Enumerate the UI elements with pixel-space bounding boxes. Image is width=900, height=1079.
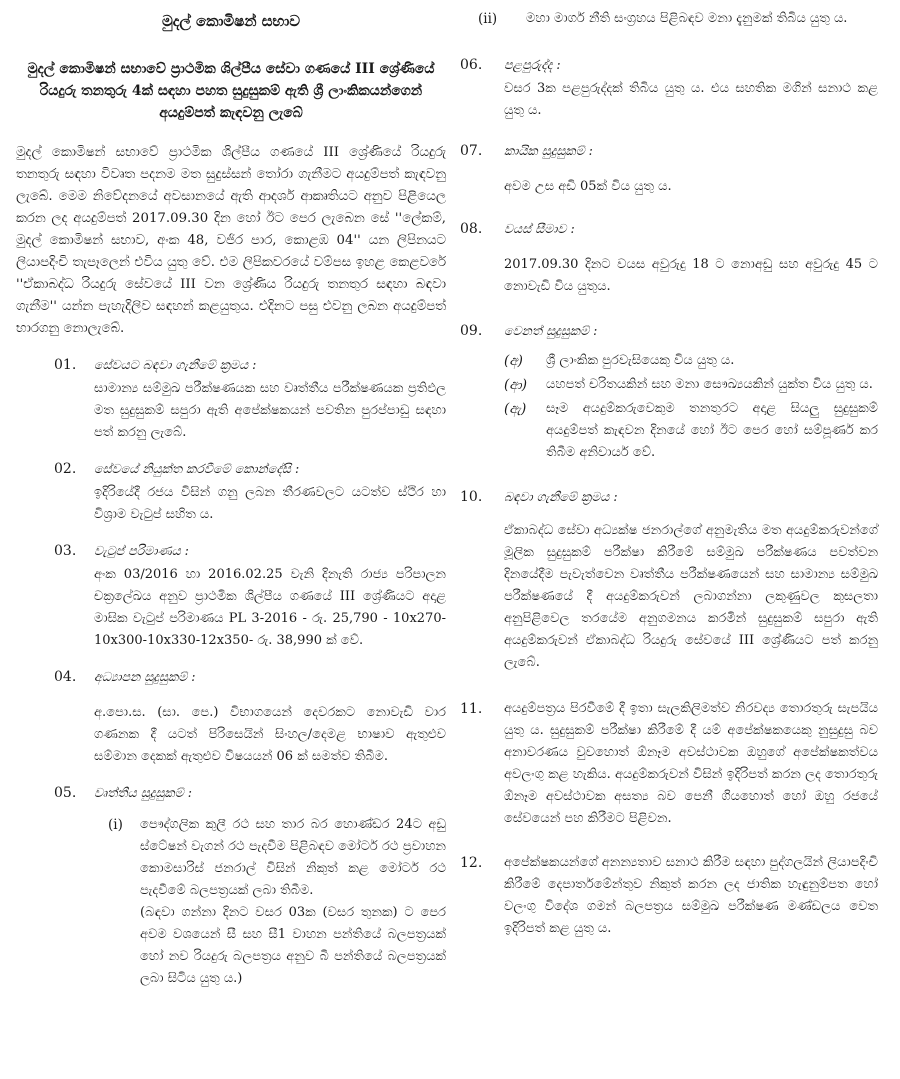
section-text: අවම උස අඩි 05ක් විය යුතු ය. <box>504 179 672 194</box>
section-heading: සේවයේ නියුක්ත කරවීමේ කොන්දේසි : <box>94 461 300 476</box>
section-heading: වෘත්තීය සුදුසුකම් : <box>94 785 192 800</box>
section-text: 2017.09.30 දිනට වයස අවුරුදු 18 ට නොඅඩු සහ අවුරුදු 45 ට නොවැඩි විය යුතුය. <box>504 257 878 294</box>
document-title: මුදල් කොමිෂන් සභාව <box>161 12 301 30</box>
sub-item-text: සෑම අයදුම්කරුවෙකුම තනතුරට අදාළ සියලු සුදුසුකම් අයදුම්පත් කැඳවන දිනයේ හෝ ඊට පෙර හෝ සම්පූර්ණ කර තිබීම අනිවාර්ය වේ. <box>546 401 878 460</box>
section-number: 10. <box>460 489 483 505</box>
section-04 <box>16 666 446 768</box>
section-text: ඉදිරියේදී රජය විසින් ගනු ලබන තීරණවලට යටත්ව ස්ථිර හා විශ්‍රාම වැටුප් සහිත ය. <box>94 485 446 522</box>
section-number: 07. <box>460 143 483 159</box>
sub-item-aa <box>504 374 878 396</box>
section-heading: කායික සුදුසුකම් : <box>504 143 593 158</box>
sub-item-marker: (i) <box>108 817 123 833</box>
section-number: 03. <box>54 543 77 559</box>
section-02 <box>16 458 446 526</box>
sub-item-a <box>504 350 878 372</box>
section-number: 02. <box>54 461 77 477</box>
right-column <box>460 8 878 1079</box>
section-number: 11. <box>460 701 483 717</box>
section-heading: සේවයට බඳවා ගැනීමේ ක්‍රමය : <box>94 357 257 372</box>
section-text: අපේක්ෂකයන්ගේ අනන්‍යතාව සනාථ කිරීම සඳහා පුද්ගලයින් ලියාපදිංචි කිරීමේ දෙපාර්තමේන්තුව නිකුත් කරන ලද ජාතික හැඳුනුම්පත හෝ වලංගු විදේශ ගමන් බලපත්‍රය සම්මුඛ පරීක්ෂණ මණ්ඩලය වෙත ඉදිරිපත් කළ යුතු ය. <box>504 855 878 936</box>
sub-item-text: මහා මාර්ග නීති සංග්‍රහය පිළිබඳව මනා දැනුමක් තිබිය යුතු ය. <box>526 11 848 26</box>
sub-item-note: (බඳවා ගන්නා දිනට වසර 03ක (වසර තුනක) ට පෙර අවම වශයෙන් සී සහ සී1 වාහන පන්තියේ බලපත්‍රයක් හෝ නව රියදුරු බලපත්‍රය අනුව බී පන්තියේ බලපත්‍රයක් ලබා සිටිය යුතු ය.) <box>140 905 446 986</box>
sub-item-marker: (ඇ) <box>504 401 527 417</box>
section-text: වසර 3ක පළපුරුද්දක් තිබිය යුතු ය. එය සහතික මගින් සනාථ කළ යුතු ය. <box>504 81 878 118</box>
sub-item-marker: (ආ) <box>504 377 527 393</box>
section-number: 04. <box>54 669 77 685</box>
section-number: 09. <box>460 323 483 339</box>
left-column <box>16 8 446 1079</box>
sub-item-ae <box>504 398 878 464</box>
section-01 <box>16 354 446 444</box>
section-number: 05. <box>54 785 77 801</box>
section-10 <box>460 486 878 674</box>
section-05 <box>16 782 446 990</box>
section-number: 01. <box>54 357 77 373</box>
section-heading: වැටුප් පරිමාණය : <box>94 543 189 558</box>
section-06 <box>460 54 878 122</box>
section-text: අයදුම්පත්‍රය පිරවීමේ දී ඉතා සැලකිලිමත්ව නිරවද්‍ය තොරතුරු සැපයිය යුතු ය. සුදුසුකම් පරීක්ෂා කිරීමේ දී යම් අපේක්ෂකයෙකු නුසුදුසු බව අනාවරණය වුවහොත් ඕනෑම අවස්ථාවක ඔහුගේ අපේක්ෂකත්වය අවලංගු කළ හැකිය. අයදුම්කරුවන් විසින් ඉදිරිපත් කරන ලද තොරතුරු ඕනෑම අවස්ථාවක අසත්‍ය බව පෙනී ගියහොත් හෝ ඔහු රජයේ සේවයෙන් පහ කිරීමට පිළිවන. <box>504 701 878 826</box>
document-subtitle: මුදල් කොමිෂන් සභාවේ ප්‍රාථමික ශිල්පීය සේවා ගණයේ III ශ්‍රේණියේ රියදුරු තනතුරු 4ක් සඳහා පහත සුදුසුකම් ඇති ශ්‍රී ලාංකිකයන්ගෙන් අයදුම්පත් කැඳවනු ලැබේ <box>27 61 435 121</box>
sub-item-marker: (ii) <box>478 11 498 27</box>
section-text: ඒකාබද්ධ සේවා අධ්‍යක්ෂ ජනරාල්ගේ අනුමැතිය මත අයදුම්කරුවන්ගේ මූලික සුදුසුකම් පරීක්ෂා කිරීමේ සම්මුඛ පරීක්ෂණය පවත්වන දිනයේදීම පැවැත්වෙන වෘත්තීය පරීක්ෂණයෙන් සහ සාමාන්‍ය සම්මුඛ පරීක්ෂණයේ දී අයදුම්කරුවන් ලබාගන්නා ලකුණුවල කුසලතා අනුපිළිවෙල තරයේම අනුගමනය කරමින් සුදුසුකම් සපුරා ඇති අයදුම්කරුවන් ඒකාබද්ධ රියදුරු සේවයේ III ශ්‍රේණියට පත් කරනු ලැබේ. <box>504 523 878 670</box>
sub-item-text: යහපත් චරිතයකින් සහ මනා සෞඛ්‍යයකින් යුක්ත විය යුතු ය. <box>546 377 873 392</box>
section-text: අ.පො.ස. (සා. පෙ.) විභාගයෙන් දෙවරකට නොවැඩි වාර ගණනක දී යටත් පිරිසෙයින් සිංහල/දෙමළ භාෂාව ඇතුළුව සම්මාන දෙකක් ඇතුළුව විෂයයන් 06 ක් සමත්ව තිබීම. <box>94 705 446 764</box>
section-09 <box>460 320 878 464</box>
section-heading: පළපුරුද්ද : <box>504 57 561 72</box>
section-12 <box>460 852 878 940</box>
sub-item-text: පෞද්ගලික කුලී රථ සහ තාර බර හොණ්ඩර 24ට අඩු ස්ටේෂන් වැගන් රථ පැදවීම පිළිබඳව මෝටර් රථ ප්‍රවාහන කොමසාරිස් ජනරාල් විසින් නිකුත් කළ මෝටර් රථ පැදවීමේ බලපත්‍රයක් ලබා තිබීම. <box>140 817 446 898</box>
section-07 <box>460 140 878 198</box>
section-heading: අධ්‍යාපන සුදුසුකම් : <box>94 669 196 684</box>
sub-item-ii <box>460 8 878 30</box>
sub-item-marker: (අ) <box>504 353 523 369</box>
section-number: 06. <box>460 57 483 73</box>
section-heading: වයස් සීමාව : <box>504 221 575 236</box>
section-heading: බඳවා ගැනීමේ ක්‍රමය : <box>504 489 618 504</box>
intro-paragraph: මුදල් කොමිෂන් සභාවේ ප්‍රාථමික ශිල්පීය ගණයේ III ශ්‍රේණියේ රියදුරු තනතුරු සඳහා විවෘත පදනම මත සුදුස්සන් තෝරා ගැනීමට අයදුම්පත් කැඳවනු ලැබේ. මෙම නිවේදනයේ අවසානයේ ඇති ආදර්ශ ආකෘතියට අනුව පිළියෙල කරන ලද අයදුම්පත් 2017.09.30 දින හෝ ඊට පෙර ලැබෙන සේ ''ලේකම්, මුදල් කොමිෂන් සභාව, අංක 48, වජිර පාර, කොළඹ 04'' යන ලිපිනයට ලියාපදිංචි තැපෑලෙන් එවිය යුතු වේ. එම ලිපිකවරයේ වම්පස ඉහළ කෙළවරේ ''ඒකාබද්ධ රියදුරු සේවයේ III වන ශ්‍රේණිය රියදුරු තනතුර සඳහා බඳවා ගැනීම'' යන්න පැහැදිලිව සඳහන් කළයුතුය. එදිනට පසු එවනු ලබන අයදුම්පත් භාරගනු නොලැබේ. <box>16 145 446 336</box>
section-08 <box>460 218 878 298</box>
section-11 <box>460 698 878 830</box>
section-03 <box>16 540 446 652</box>
section-number: 12. <box>460 855 483 871</box>
sub-item-text: ශ්‍රී ලාංකික පුරවැසියෙකු විය යුතු ය. <box>546 353 735 368</box>
sub-item-i <box>94 814 446 990</box>
section-text: අංක 03/2016 හා 2016.02.25 වැනි දිනැති රාජ්‍ය පරිපාලන චක්‍රලේඛය අනුව ප්‍රාථමික ශිල්පීය ගණයේ III ශ්‍රේණියට අදාළ මාසික වැටුප් පරිමාණය PL 3-2016 - රු. 25,790 - 10x270-10x300-10x330-12x350- රු. 38,990 ක් වේ. <box>94 567 446 648</box>
section-heading: වෙනත් සුදුසුකම් : <box>504 323 598 338</box>
section-number: 08. <box>460 221 483 237</box>
section-text: සාමාන්‍ය සම්මුඛ පරීක්ෂණයක සහ වෘත්තීය පරීක්ෂණයක ප්‍රතිඵල මත සුදුසුකම් සපුරා ඇති අපේක්ෂකයන් පවතින පුරප්පාඩු සඳහා පත් කරනු ලැබේ. <box>94 381 446 440</box>
